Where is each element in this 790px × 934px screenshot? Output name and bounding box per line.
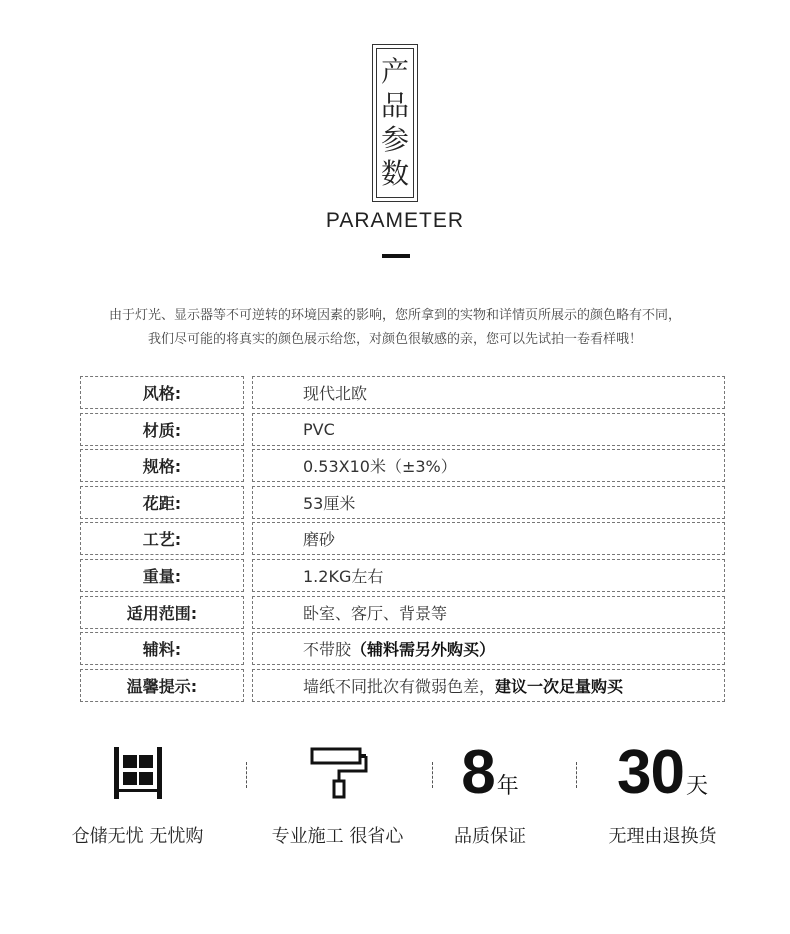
param-label: 风格: (80, 376, 244, 409)
param-row (80, 376, 725, 409)
return-days (575, 740, 750, 806)
value-emphasis: （辅料需另外购买） (351, 640, 496, 660)
parameter-table (80, 376, 725, 705)
color-notice (0, 304, 790, 352)
value-text: 墙纸不同批次有微弱色差， (303, 676, 496, 696)
title-underline (382, 254, 410, 258)
years-number: 8 (461, 738, 495, 807)
param-row (80, 669, 725, 702)
param-label: 温馨提示: (80, 669, 244, 702)
feature-quality (415, 740, 565, 848)
paint-roller-icon (250, 740, 425, 806)
value-text: 1.2KG左右 (303, 566, 384, 586)
feature-returns (575, 740, 750, 848)
param-row (80, 632, 725, 665)
param-label: 规格: (80, 449, 244, 482)
title-char: 数 (380, 157, 409, 190)
title-char: 参 (380, 123, 409, 156)
param-label: 重量: (80, 559, 244, 592)
feature-label: 专业施工 很省心 (271, 826, 404, 847)
title-box (372, 44, 418, 202)
days-unit: 天 (685, 774, 708, 799)
param-value (252, 449, 725, 482)
param-value (252, 413, 725, 446)
feature-label: 品质保证 (454, 826, 526, 847)
years-unit: 年 (496, 774, 519, 799)
feature-label: 仓储无忧 无忧购 (71, 826, 204, 847)
title-inner-frame (376, 48, 414, 198)
days-number: 30 (617, 738, 684, 807)
param-label: 工艺: (80, 522, 244, 555)
param-value (252, 596, 725, 629)
warehouse-icon (50, 740, 225, 806)
feature-installation (250, 740, 425, 848)
feature-divider (246, 762, 247, 788)
param-row (80, 486, 725, 519)
param-row (80, 413, 725, 446)
param-label: 辅料: (80, 632, 244, 665)
value-text: 现代北欧 (303, 384, 368, 403)
param-value (252, 486, 725, 519)
param-value (252, 376, 725, 409)
param-row (80, 596, 725, 629)
param-label: 花距: (80, 486, 244, 519)
param-row (80, 522, 725, 555)
param-label: 适用范围: (80, 596, 244, 629)
param-value (252, 559, 725, 592)
param-value (252, 522, 725, 555)
service-features (50, 740, 750, 850)
value-text: 不带胶 (303, 640, 352, 660)
value-text: 0.53X10米（±3%） (303, 457, 457, 477)
page-subtitle: PARAMETER (325, 209, 465, 232)
notice-line: 我们尽可能的将真实的颜色展示给您，对颜色很敏感的亲，您可以先试拍一卷看样哦！ (147, 332, 642, 347)
value-emphasis: 建议一次足量购买 (495, 676, 624, 696)
value-text: 53厘米 (303, 493, 356, 513)
title-char: 产 (380, 55, 409, 88)
param-row (80, 449, 725, 482)
value-text: 磨砂 (303, 530, 336, 550)
quality-years (415, 740, 565, 806)
value-text: 卧室、客厅、背景等 (303, 603, 448, 623)
feature-warehouse (50, 740, 225, 848)
value-text: PVC (303, 419, 335, 439)
feature-label: 无理由退换货 (608, 826, 717, 847)
param-label: 材质: (80, 413, 244, 446)
title-char: 品 (380, 89, 409, 122)
param-row (80, 559, 725, 592)
param-value (252, 669, 725, 702)
param-value (252, 632, 725, 665)
notice-line: 由于灯光、显示器等不可逆转的环境因素的影响，您所拿到的实物和详情页所展示的颜色略有不同， (108, 308, 681, 323)
